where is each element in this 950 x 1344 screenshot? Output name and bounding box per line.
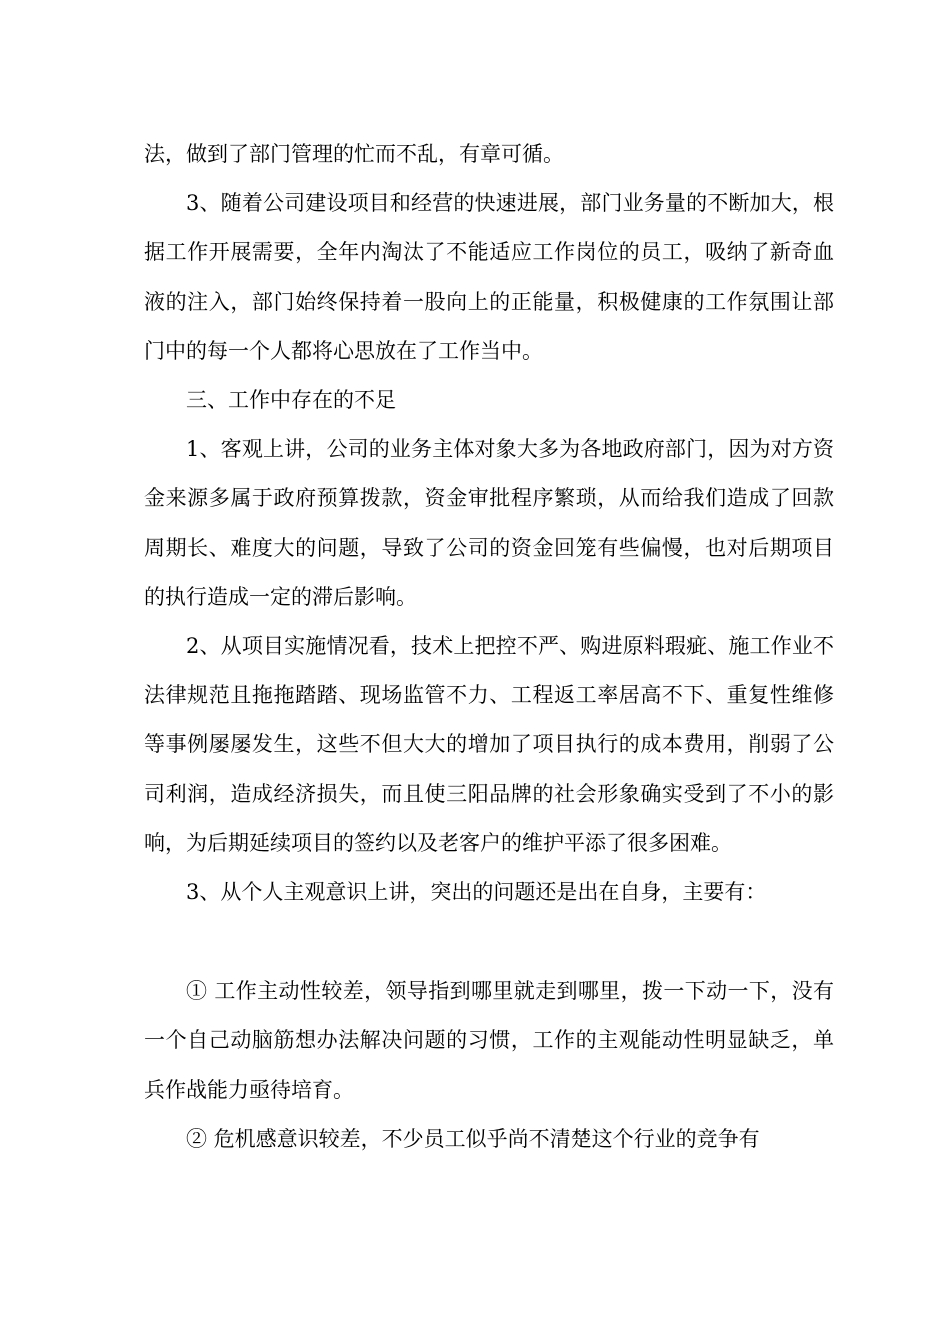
document-body [144, 130, 834, 1164]
section-heading-shortcomings: 三、工作中存在的不足 [186, 388, 396, 413]
paragraph-item-3-personal: 3、从个人主观意识上讲，突出的问题还是出在自身，主要有： [186, 880, 767, 905]
paragraph-item-3-staffing: 3、随着公司建设项目和经营的快速进展，部门业务量的不断加大，根据工作开展需要，全年内淘汰了不能适应工作岗位的员工，吸纳了新奇血液的注入，部门始终保持着一股向上的正能量，积极健康的工作氛围让部门中的每一个人都将心思放在了工作当中。 [144, 191, 834, 363]
paragraph-item-2-project: 2、从项目实施情况看，技术上把控不严、购进原料瑕疵、施工作业不法律规范且拖拖踏踏、现场监管不力、工程返工率居高不下、重复性维修等事例屡屡发生，这些不但大大的增加了项目执行的成本费用，削弱了公司利润，造成经济损失，而且使三阳品牌的社会形象确实受到了不小的影响，为后期延续项目的签约以及老客户的维护平添了很多困难。 [144, 634, 834, 855]
paragraph-continuation: 法，做到了部门管理的忙而不乱，有章可循。 [144, 142, 564, 166]
paragraph-item-1-funding: 1、客观上讲，公司的业务主体对象大多为各地政府部门，因为对方资金来源多属于政府预算拨款，资金审批程序繁琐，从而给我们造成了回款周期长、难度大的问题，导致了公司的资金回笼有些偏慢，也对后期项目的执行造成一定的滞后影响。 [144, 437, 834, 609]
paragraph-subitem-2-crisis: ② 危机感意识较差，不少员工似乎尚不清楚这个行业的竞争有 [186, 1126, 760, 1151]
paragraph-subitem-1-initiative: ① 工作主动性较差，领导指到哪里就走到哪里，拨一下动一下，没有一个自己动脑筋想办法解决问题的习惯，工作的主观能动性明显缺乏，单兵作战能力亟待培育。 [144, 979, 834, 1102]
